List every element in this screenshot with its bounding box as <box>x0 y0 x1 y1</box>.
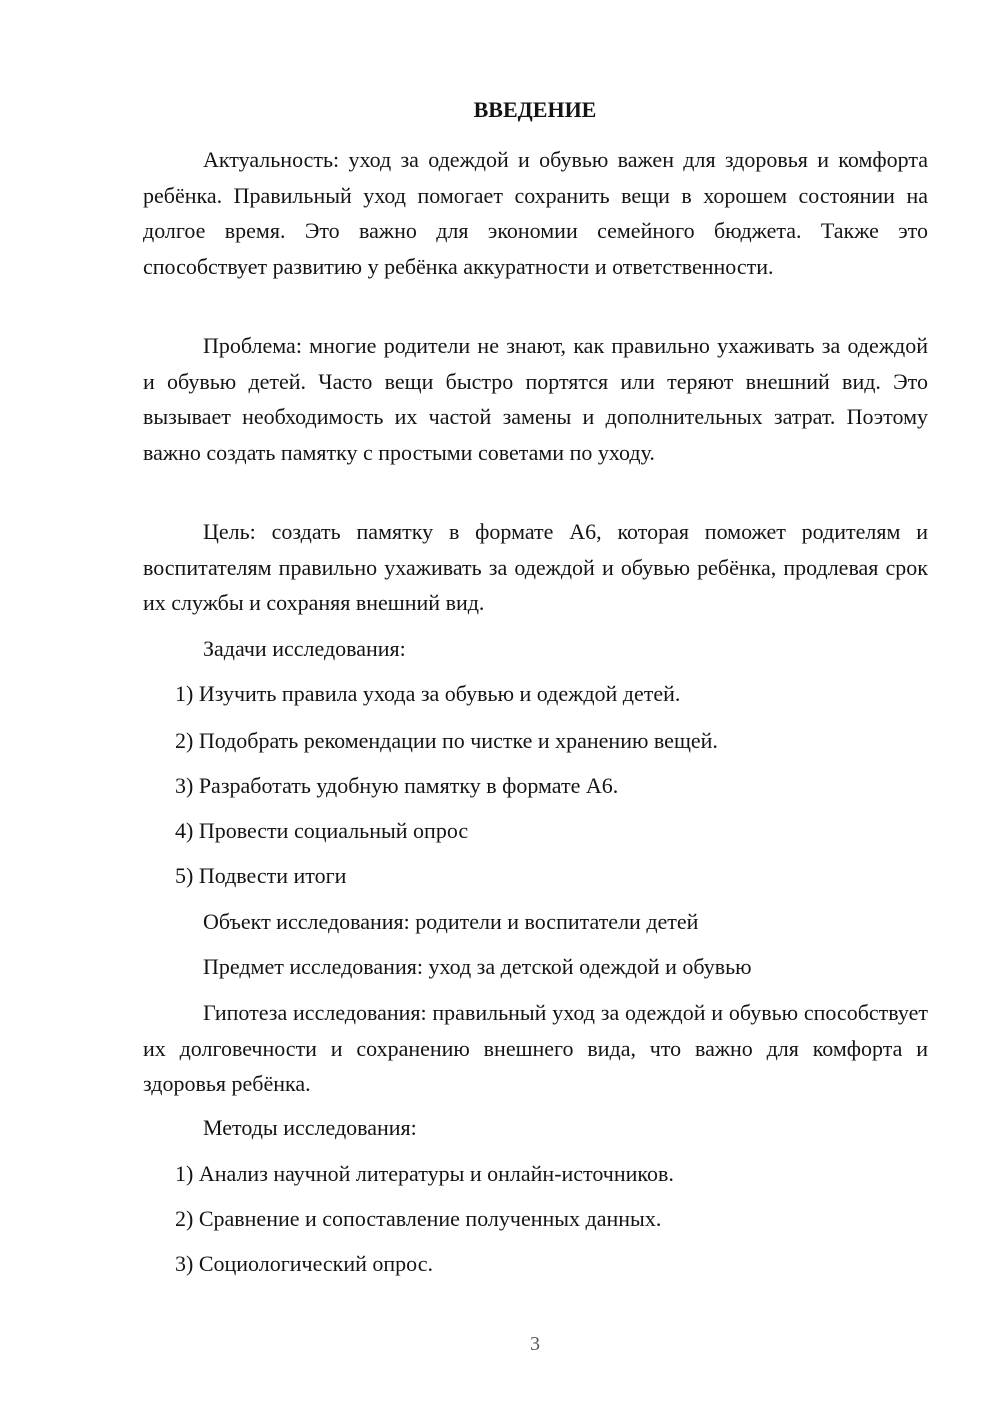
paragraph-problem: Проблема: многие родители не знают, как правильно ухаживать за одеждой и обувью детей. Часто вещи быстро портятся или теряют внешний вид. Это вызывает необходимость их частой замены и дополнительных затрат. Поэтому важно создать памятку с простыми советами по уходу. <box>143 333 928 465</box>
document-title: ВВЕДЕНИЕ <box>473 97 597 122</box>
method-item-1: 1) Анализ научной литературы и онлайн-источников. <box>175 1161 674 1186</box>
method-item-3: 3) Социологический опрос. <box>175 1251 433 1276</box>
task-item-1: 1) Изучить правила ухода за обувью и одеждой детей. <box>175 681 681 706</box>
research-object: Объект исследования: родители и воспитатели детей <box>203 909 699 934</box>
methods-heading: Методы исследования: <box>203 1115 417 1140</box>
page-number: 3 <box>530 1333 540 1355</box>
method-item-2: 2) Сравнение и сопоставление полученных данных. <box>175 1206 662 1231</box>
task-item-5: 5) Подвести итоги <box>175 863 347 888</box>
task-item-4: 4) Провести социальный опрос <box>175 818 469 843</box>
tasks-heading: Задачи исследования: <box>203 636 406 661</box>
paragraph-relevance: Актуальность: уход за одеждой и обувью важен для здоровья и комфорта ребёнка. Правильный уход помогает сохранить вещи в хорошем состоянии на долгое время. Это важно для экономии семейного бюджета. Также это способствует развитию у ребёнка аккуратности и ответственности. <box>143 147 928 279</box>
paragraph-hypothesis: Гипотеза исследования: правильный уход за одеждой и обувью способствует их долговечности и сохранению внешнего вида, что важно для комфорта и здоровья ребёнка. <box>143 1000 928 1096</box>
research-subject: Предмет исследования: уход за детской одеждой и обувью <box>203 954 752 979</box>
task-item-2: 2) Подобрать рекомендации по чистке и хранению вещей. <box>175 728 718 753</box>
task-item-3: 3) Разработать удобную памятку в формате А6. <box>175 773 619 798</box>
paragraph-goal: Цель: создать памятку в формате А6, которая поможет родителям и воспитателям правильно ухаживать за одеждой и обувью ребёнка, продлевая срок их службы и сохраняя внешний вид. <box>143 519 928 615</box>
